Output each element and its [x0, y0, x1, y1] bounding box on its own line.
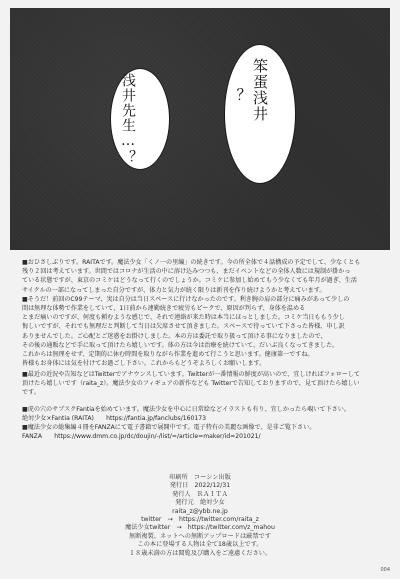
colophon-line: この本に登場する人物は全て18歳以上です。 — [137, 541, 263, 549]
text-line: 絶対少女×Fantia (RAITA) https://fantia.jp/fanclubs/160173 — [22, 415, 207, 423]
text-line: とまだ痛いのですが、何度も頼むような感じで、それで連絡が来た時は本当にほっとしました。コミケ当日ももう少し — [22, 314, 345, 322]
colophon-line: 発行人 ＲＡＩＴＡ — [172, 490, 228, 498]
colophon-line: 印刷所 コーシン出版 — [169, 474, 231, 481]
page-number: 004 — [380, 567, 390, 573]
text-line: です。 — [22, 389, 40, 397]
colophon — [0, 474, 400, 558]
bubble-right-text-line1: 笨蛋浅井 — [251, 58, 269, 122]
manga-panel — [10, 8, 390, 250]
afterword-paragraph-3 — [22, 405, 382, 423]
text-line: その後の通販などで手に取って頂けたら嬉しいです。体の方は今は治療を続けていて、だいぶ良くなってきました。 — [22, 341, 339, 349]
text-line: 頂けたら嬉しいです（raita_z）。魔法少女のフィギュアの新作なども Twitterで告知しておりますので、見て頂けたら嬉しい — [22, 380, 360, 388]
text-line: ている状態ですが、東京のコミケはどうなって行くのでしょうか。コミケに参加し始めてもう少なくても年月が過ぎ、生活 — [22, 277, 357, 285]
text-line: FANZA https://www.dmm.co.jp/dc/doujin/-/list/=/article=maker/id=201021/ — [22, 433, 261, 441]
text-line: ありませんでした。ご心配とご迷惑をお掛けしました。本の方は委託で取り扱って頂ける事になりましたので、 — [22, 332, 327, 340]
colophon-line: 発行日 2022/12/31 — [169, 482, 231, 490]
text-line: ■最近の近況や告知などはTwitterでアナウンスしています。Twitterが一番情報の鮮度が高いので、宜しければフォローして — [22, 371, 361, 378]
text-line: 悔しいですが、それでも無理だと判断して当日は欠席させて頂きました。スペースで待っていて下さった皆様、申し訳 — [22, 323, 345, 331]
text-line: 間は無理な体勢で作業をしていて、1日前から連勤続きで疲労もピークで、原因が判らず、身体を温める — [22, 305, 306, 313]
text-line: サイクルの一部になってしまった自分ですが、体力と気力が続く限りは新刊を作り続けようかと考えています。 — [22, 286, 326, 294]
bubble-right-text-line2: ？ — [227, 88, 245, 104]
text-line: ■魔法少女の総集編４冊をFANZAにて電子書籍で展開中です。電子特有の美麗な画像で、是非ご覧下さい。 — [22, 424, 316, 431]
colophon-line: 魔法少女twitter → https://twitter.com/z_mahou — [125, 524, 275, 532]
text-line: 残り２回は考えています。世間ではコロナが生活の中に溶け込みつつも、まだイベントなどの全体人数には規制が掛かっ — [22, 268, 351, 276]
colophon-line: 無断複製、ネットへの無断アップロードは厳禁です — [129, 532, 271, 540]
text-line: 皆様もお身体には気を付けてお過ごし下さい。これからもどうぞよろしくお願いします。 — [22, 360, 266, 368]
colophon-line: １８歳未満の方は閲覧及び購入をご遠慮ください。 — [128, 549, 272, 557]
afterword-paragraph-2 — [22, 370, 382, 398]
text-line: これからは無理をせず、定期的に休む時間を取りながら作業を進めて行こうと思います。健康第一ですね。 — [22, 351, 314, 359]
bubble-left-text: 浅井先生…？ — [120, 73, 136, 165]
colophon-line: twitter → https://twitter.com/raita_z — [141, 516, 259, 524]
colophon-line: 発行元 絶対少女 — [175, 499, 225, 507]
colophon-line: raita_z@ybb.ne.jp — [172, 507, 228, 515]
text-line: ■おひさしぶりです。RAITAです。魔法少女「くノ一の里編」の続きです。今の所全体で４話構成の予定でして、少なくとも — [22, 259, 361, 266]
text-line: ■虎の穴のサブスクFantiaを始めています。魔法少女を中心に日常絵などイラストも有り、宜しかったら覗いて下さい。 — [22, 406, 350, 413]
afterword-paragraph-4 — [22, 423, 382, 441]
text-line: ■そうだ！前回のC99テーマ、実は自分は当日スペースに行けなかったのです。利き腕の肩の部分に痛みがあって少しの — [22, 295, 350, 303]
